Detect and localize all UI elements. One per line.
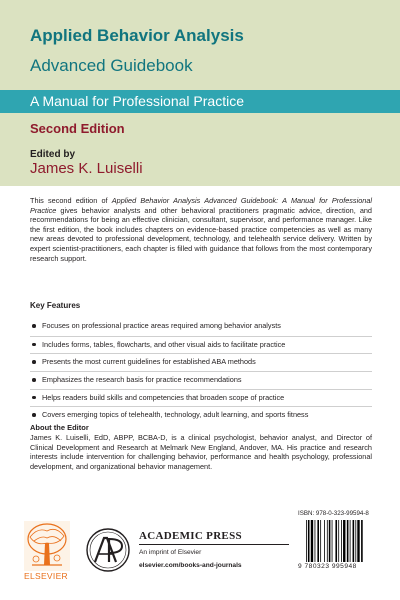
editor-name: James K. Luiselli — [30, 160, 143, 177]
description-part1: This second edition of — [30, 196, 112, 205]
list-item-text: Includes forms, tables, flowcharts, and other visual aids to facilitate practice — [42, 339, 286, 349]
list-item — [30, 318, 372, 336]
list-item-text: Emphasizes the research basis for practice recommendations — [42, 375, 242, 385]
description-italic-title: Applied Behavior Analysis Advanced Guidebook: A Manual for Professional Practice — [30, 196, 372, 215]
book-subtitle: A Manual for Professional Practice — [30, 93, 244, 109]
list-item — [30, 353, 372, 371]
publisher-name: ACADEMIC PRESS — [139, 530, 242, 542]
elsevier-tree-logo-icon — [24, 521, 70, 571]
list-item — [30, 371, 372, 389]
key-features-title: Key Features — [30, 301, 81, 310]
edited-by-label: Edited by — [30, 149, 76, 160]
barcode-icon — [306, 520, 380, 562]
isbn-label: ISBN: 978-0-323-99594-8 — [298, 510, 369, 517]
description-part2: gives behavior analysts and other behavioral practitioners pragmatic advice, direction, and recommendations for being an effective clinician, consultant, supervisor, and performance manager. Like the first edition, the book includes chapters on evidence-based practice competencies as well as many new areas devoted to professional development, technology, and telehealth service delivery. Written by expert scientist-practitioners, each chapter is filled with guidance that follows from the most contemporary research support. — [30, 205, 372, 263]
bullet-icon — [32, 378, 36, 382]
book-title: Applied Behavior Analysis — [30, 26, 244, 45]
publisher-url: elsevier.com/books-and-journals — [139, 562, 242, 569]
edition-label: Second Edition — [30, 121, 125, 136]
list-item-text: Helps readers build skills and competencies that broaden scope of practice — [42, 392, 285, 402]
list-item — [30, 389, 372, 407]
elsevier-wordmark: ELSEVIER — [24, 571, 68, 581]
bullet-icon — [32, 360, 36, 364]
barcode-number: 9 780323 995948 — [298, 563, 357, 570]
list-item — [30, 336, 372, 354]
list-item-text: Presents the most current guidelines for established ABA methods — [42, 357, 256, 367]
about-editor-text: James K. Luiselli, EdD, ABPP, BCBA-D, is a clinical psychologist, behavior analyst, and Director of Clinical Development and Research at Melmark New England, Andover, MA. His practice and research interests include intervention for challenging behavior, performance and health psychology, professional development, and organizational behavior management. — [30, 433, 372, 471]
list-item-text: Covers emerging topics of telehealth, technology, adult learning, and sports fitness — [42, 410, 309, 420]
bullet-icon — [32, 413, 36, 417]
bullet-icon — [32, 324, 36, 328]
publisher-divider — [139, 544, 289, 545]
about-editor-title: About the Editor — [30, 423, 89, 432]
publisher-imprint: An imprint of Elsevier — [139, 549, 202, 556]
key-features-list — [30, 318, 372, 424]
book-title-line2: Advanced Guidebook — [30, 56, 193, 75]
list-item — [30, 406, 372, 424]
academic-press-logo-icon — [85, 527, 131, 573]
list-item-text: Focuses on professional practice areas required among behavior analysts — [42, 321, 281, 330]
book-description — [30, 196, 372, 263]
bullet-icon — [32, 343, 36, 347]
bullet-icon — [32, 396, 36, 400]
